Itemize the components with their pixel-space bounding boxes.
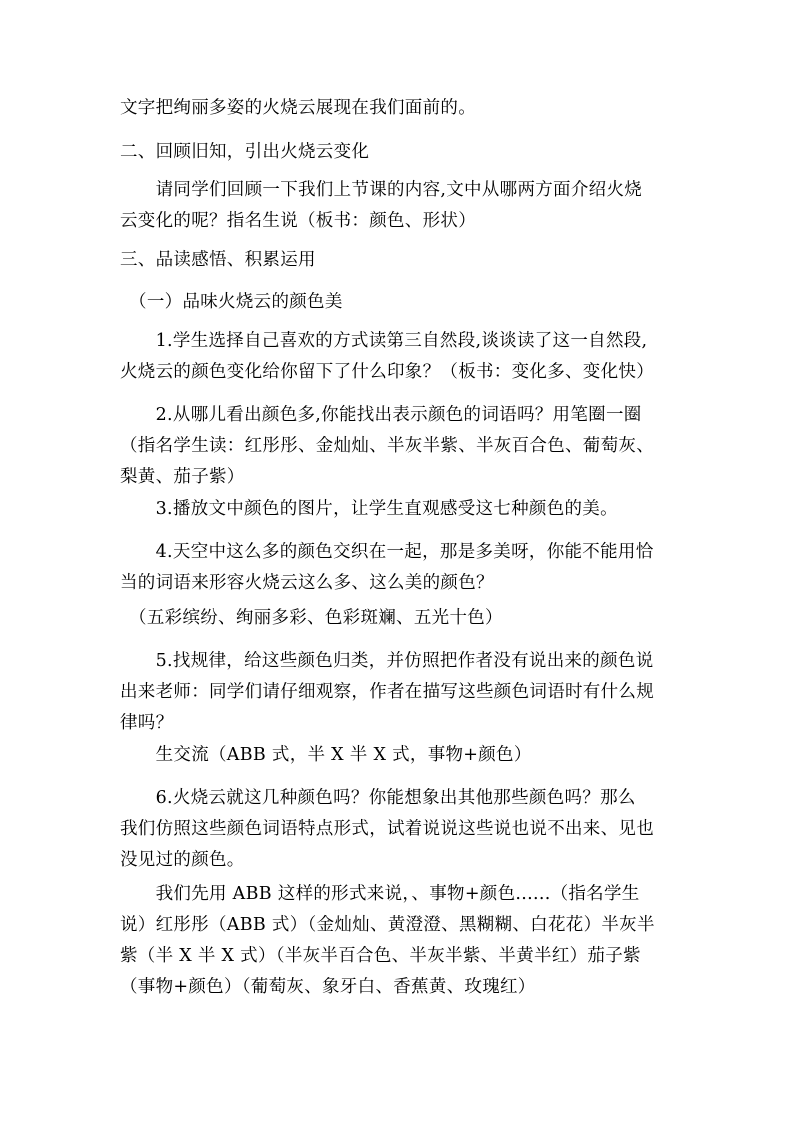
text-line: （五彩缤纷、绚丽多彩、色彩斑斓、五光十色） xyxy=(120,608,503,628)
text-line: 三、品读感悟、积累运用 xyxy=(120,250,316,270)
paragraph-item-6 xyxy=(120,783,685,876)
text-line: 律吗？ xyxy=(120,713,174,733)
text-line: 火烧云的颜色变化给你留下了什么印象？（板书：变化多、变化快） xyxy=(120,362,654,382)
heading-section-3 xyxy=(120,245,685,276)
paragraph-idioms xyxy=(120,603,685,634)
paragraph-item-1 xyxy=(120,326,685,388)
paragraph-item-3 xyxy=(120,494,685,525)
text-line: （一）品味火烧云的颜色美 xyxy=(120,292,343,312)
text-line: 没见过的颜色。 xyxy=(120,850,245,870)
text-line: 出来老师：同学们请仔细观察，作者在描写这些颜色词语时有什么规 xyxy=(120,682,654,702)
text-line: 文字把绚丽多姿的火烧云展现在我们面前的。 xyxy=(120,98,476,118)
text-line: 云变化的呢？指名生说（板书：颜色、形状） xyxy=(120,211,476,231)
text-line: 当的词语来形容火烧云这么多、这么美的颜色？ xyxy=(120,573,494,593)
paragraph-examples xyxy=(120,879,685,1003)
paragraph-exchange xyxy=(120,740,685,771)
text-line: 二、回顾旧知，引出火烧云变化 xyxy=(120,142,370,162)
text-line: 请同学们回顾一下我们上节课的内容,文中从哪两方面介绍火烧 xyxy=(120,180,643,200)
text-line: 2.从哪儿看出颜色多,你能找出表示颜色的词语吗？用笔圈一圈 xyxy=(120,405,642,425)
text-line: 5.找规律，给这些颜色归类，并仿照把作者没有说出来的颜色说 xyxy=(120,651,654,671)
heading-section-2 xyxy=(120,137,685,168)
text-line: 紫（半 X 半 X 式）（半灰半百合色、半灰半紫、半黄半红）茄子紫 xyxy=(120,946,641,966)
text-line: 我们先用 ABB 这样的形式来说，、事物+颜色......（指名学生 xyxy=(120,884,640,904)
paragraph-intro xyxy=(120,93,685,124)
text-line: 1.学生选择自己喜欢的方式读第三自然段,谈谈读了这一自然段, xyxy=(120,331,648,351)
text-line: 6.火烧云就这几种颜色吗？你能想象出其他那些颜色吗？那么 xyxy=(120,788,636,808)
paragraph-item-2 xyxy=(120,400,685,493)
paragraph-item-5 xyxy=(120,646,685,739)
paragraph-review xyxy=(120,175,685,237)
text-line: （指名学生读：红彤彤、金灿灿、半灰半紫、半灰百合色、葡萄灰、 xyxy=(120,436,654,456)
subheading-color-beauty xyxy=(120,287,685,318)
paragraph-item-4 xyxy=(120,537,685,599)
text-line: 梨黄、茄子紫） xyxy=(120,467,245,487)
text-line: 4.天空中这么多的颜色交织在一起，那是多美呀，你能不能用恰 xyxy=(120,542,654,562)
text-line: 说）红彤彤（ABB 式）（金灿灿、黄澄澄、黑糊糊、白花花）半灰半 xyxy=(120,915,655,935)
text-line: 我们仿照这些颜色词语特点形式，试着说说这些说也说不出来、见也 xyxy=(120,819,654,839)
text-line: 3.播放文中颜色的图片，让学生直观感受这七种颜色的美。 xyxy=(120,499,618,519)
text-line: （事物+颜色）（葡萄灰、象牙白、香蕉黄、玫瑰红） xyxy=(120,977,536,997)
text-line: 生交流（ABB 式，半 X 半 X 式，事物+颜色） xyxy=(120,745,532,765)
